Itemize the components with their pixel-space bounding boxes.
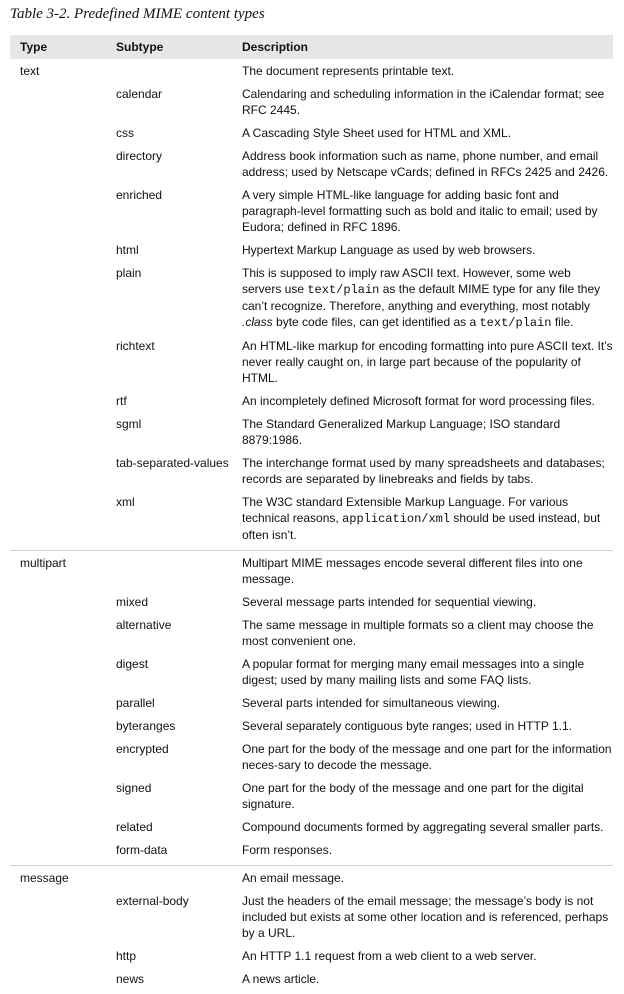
cell-subtype: external-body — [116, 894, 189, 908]
cell-type — [10, 187, 110, 242]
cell-description: Form responses. — [242, 843, 333, 857]
cell-subtype: calendar — [116, 87, 163, 101]
cell-description: A news article. — [242, 972, 320, 986]
cell-description: An HTML-like markup for encoding formatting into pure ASCII text. It’s never really caught on, in large part because of the popularity of HTML. — [242, 339, 613, 385]
cell-subtype: encrypted — [116, 742, 169, 756]
table-row — [10, 393, 613, 416]
cell-subtype: related — [116, 820, 153, 834]
cell-subtype: form-data — [116, 843, 168, 857]
cell-subtype: digest — [116, 657, 149, 671]
description-text: byte code files, can get identified as a — [272, 315, 480, 329]
table-caption: Table 3-2. Predefined MIME content types — [10, 6, 265, 22]
cell-type: text — [20, 64, 40, 78]
cell-subtype — [110, 551, 236, 595]
cell-description: The interchange format used by many spreadsheets and databases; records are separated by linebreaks and fields by tabs. — [242, 456, 605, 486]
cell-description: The document represents printable text. — [242, 64, 455, 78]
code-text: text/plain — [307, 283, 380, 297]
table-row — [10, 718, 613, 741]
description-text: file. — [551, 315, 574, 329]
cell-description: Address book information such as name, phone number, and email address; used by Netscape vCards; defined in RFCs 2425 and 2426. — [242, 149, 609, 179]
cell-subtype — [110, 59, 236, 86]
cell-subtype: http — [116, 949, 137, 963]
code-text: application/xml — [342, 512, 451, 526]
cell-description: Multipart MIME messages encode several different files into one message. — [236, 551, 613, 595]
header-subtype: Subtype — [116, 40, 164, 54]
cell-subtype: news — [116, 972, 145, 986]
cell-type — [10, 741, 110, 780]
table-row — [10, 842, 613, 866]
table-row — [10, 338, 613, 393]
cell-description: Compound documents formed by aggregating several smaller parts. — [242, 820, 604, 834]
cell-description: A Cascading Style Sheet used for HTML and XML. — [242, 126, 512, 140]
table-row — [10, 148, 613, 187]
description-text: This is supposed to imply raw ASCII text. However, some web servers use — [242, 266, 571, 296]
cell-type — [10, 455, 110, 494]
cell-description — [236, 494, 613, 551]
table-row — [10, 695, 613, 718]
cell-type — [10, 656, 110, 695]
cell-type — [10, 594, 110, 617]
cell-type — [10, 148, 110, 187]
cell-type — [10, 971, 110, 994]
cell-type — [10, 125, 110, 148]
cell-type — [10, 494, 110, 551]
cell-description: Several parts intended for simultaneous viewing. — [242, 696, 501, 710]
cell-subtype: sgml — [116, 417, 142, 431]
header-type: Type — [20, 40, 48, 54]
cell-type — [10, 86, 110, 125]
code-text: text/plain — [479, 316, 552, 330]
cell-type — [10, 695, 110, 718]
cell-description: Several message parts intended for sequential viewing. — [242, 595, 537, 609]
header-row — [10, 35, 613, 59]
table-row — [10, 86, 613, 125]
cell-subtype: enriched — [116, 188, 163, 202]
cell-subtype: directory — [116, 149, 163, 163]
table-row — [10, 594, 613, 617]
cell-subtype: parallel — [116, 696, 155, 710]
cell-description: One part for the body of the message and one part for the information neces-sary to decode the message. — [242, 742, 612, 772]
cell-subtype: signed — [116, 781, 152, 795]
cell-description: A very simple HTML-like language for adding basic font and paragraph-level formatting such as bold and italic to email; used by Eudora; defined in RFC 1896. — [242, 188, 598, 234]
table-row — [10, 187, 613, 242]
table-row — [10, 819, 613, 842]
cell-description: An incompletely defined Microsoft format for word processing files. — [242, 394, 595, 408]
cell-description: The same message in multiple formats so a client may choose the most convenient one. — [242, 618, 594, 648]
table-row — [10, 551, 613, 595]
cell-subtype: tab-separated-values — [116, 456, 229, 470]
table-row — [10, 265, 613, 338]
cell-type — [10, 718, 110, 741]
cell-subtype: css — [116, 126, 134, 140]
italic-text: .class — [242, 315, 273, 329]
cell-type — [10, 948, 110, 971]
table-body — [10, 59, 613, 994]
cell-description: Several separately contiguous byte ranges; used in HTTP 1.1. — [242, 719, 572, 733]
cell-subtype: alternative — [116, 618, 172, 632]
cell-subtype: xml — [116, 495, 135, 509]
cell-type — [10, 842, 110, 866]
cell-type — [10, 617, 110, 656]
cell-type — [10, 393, 110, 416]
table-row — [10, 893, 613, 948]
cell-type — [10, 242, 110, 265]
cell-description: Just the headers of the email message; the message’s body is not included but exists at some other location and is referenced, perhaps by a URL. — [242, 894, 609, 940]
cell-subtype: plain — [116, 266, 142, 280]
cell-subtype: rtf — [116, 394, 127, 408]
cell-subtype: richtext — [116, 339, 155, 353]
cell-type — [10, 780, 110, 819]
mime-types-table — [10, 35, 613, 994]
table-row — [10, 242, 613, 265]
cell-type — [10, 265, 110, 338]
cell-type — [10, 819, 110, 842]
cell-type — [10, 338, 110, 393]
table-row — [10, 971, 613, 994]
cell-subtype: html — [116, 243, 139, 257]
cell-description — [236, 265, 613, 338]
table-row — [10, 416, 613, 455]
cell-description: One part for the body of the message and one part for the digital signature. — [242, 781, 584, 811]
cell-type: message — [10, 866, 110, 894]
table-row — [10, 125, 613, 148]
table-row — [10, 780, 613, 819]
cell-type — [10, 416, 110, 455]
table-row — [10, 866, 613, 894]
description-text: as the default MIME type for any file they can’t recognize. Therefore, anything and everything, most notably — [242, 282, 601, 313]
cell-description: A popular format for merging many email messages into a single digest; used by many mailing lists and some FAQ lists. — [242, 657, 585, 687]
cell-description: The Standard Generalized Markup Language; ISO standard 8879:1986. — [242, 417, 561, 447]
cell-subtype: byteranges — [116, 719, 176, 733]
table-row — [10, 59, 613, 86]
cell-subtype — [110, 866, 236, 894]
cell-description: An HTTP 1.1 request from a web client to a web server. — [242, 949, 537, 963]
cell-description: Calendaring and scheduling information in the iCalendar format; see RFC 2445. — [242, 87, 605, 117]
table-row — [10, 656, 613, 695]
cell-description: Hypertext Markup Language as used by web browsers. — [242, 243, 536, 257]
cell-description: An email message. — [236, 866, 613, 894]
description-text: The W3C standard Extensible Markup Language. For various technical reasons, — [242, 495, 569, 525]
cell-type: multipart — [10, 551, 110, 595]
table-row — [10, 741, 613, 780]
header-description: Description — [242, 40, 309, 54]
table-row — [10, 455, 613, 494]
table-row — [10, 494, 613, 551]
cell-subtype: mixed — [116, 595, 149, 609]
description-text: should be used instead, but often isn’t. — [242, 511, 601, 542]
table-row — [10, 948, 613, 971]
table-row — [10, 617, 613, 656]
cell-type — [10, 893, 110, 948]
